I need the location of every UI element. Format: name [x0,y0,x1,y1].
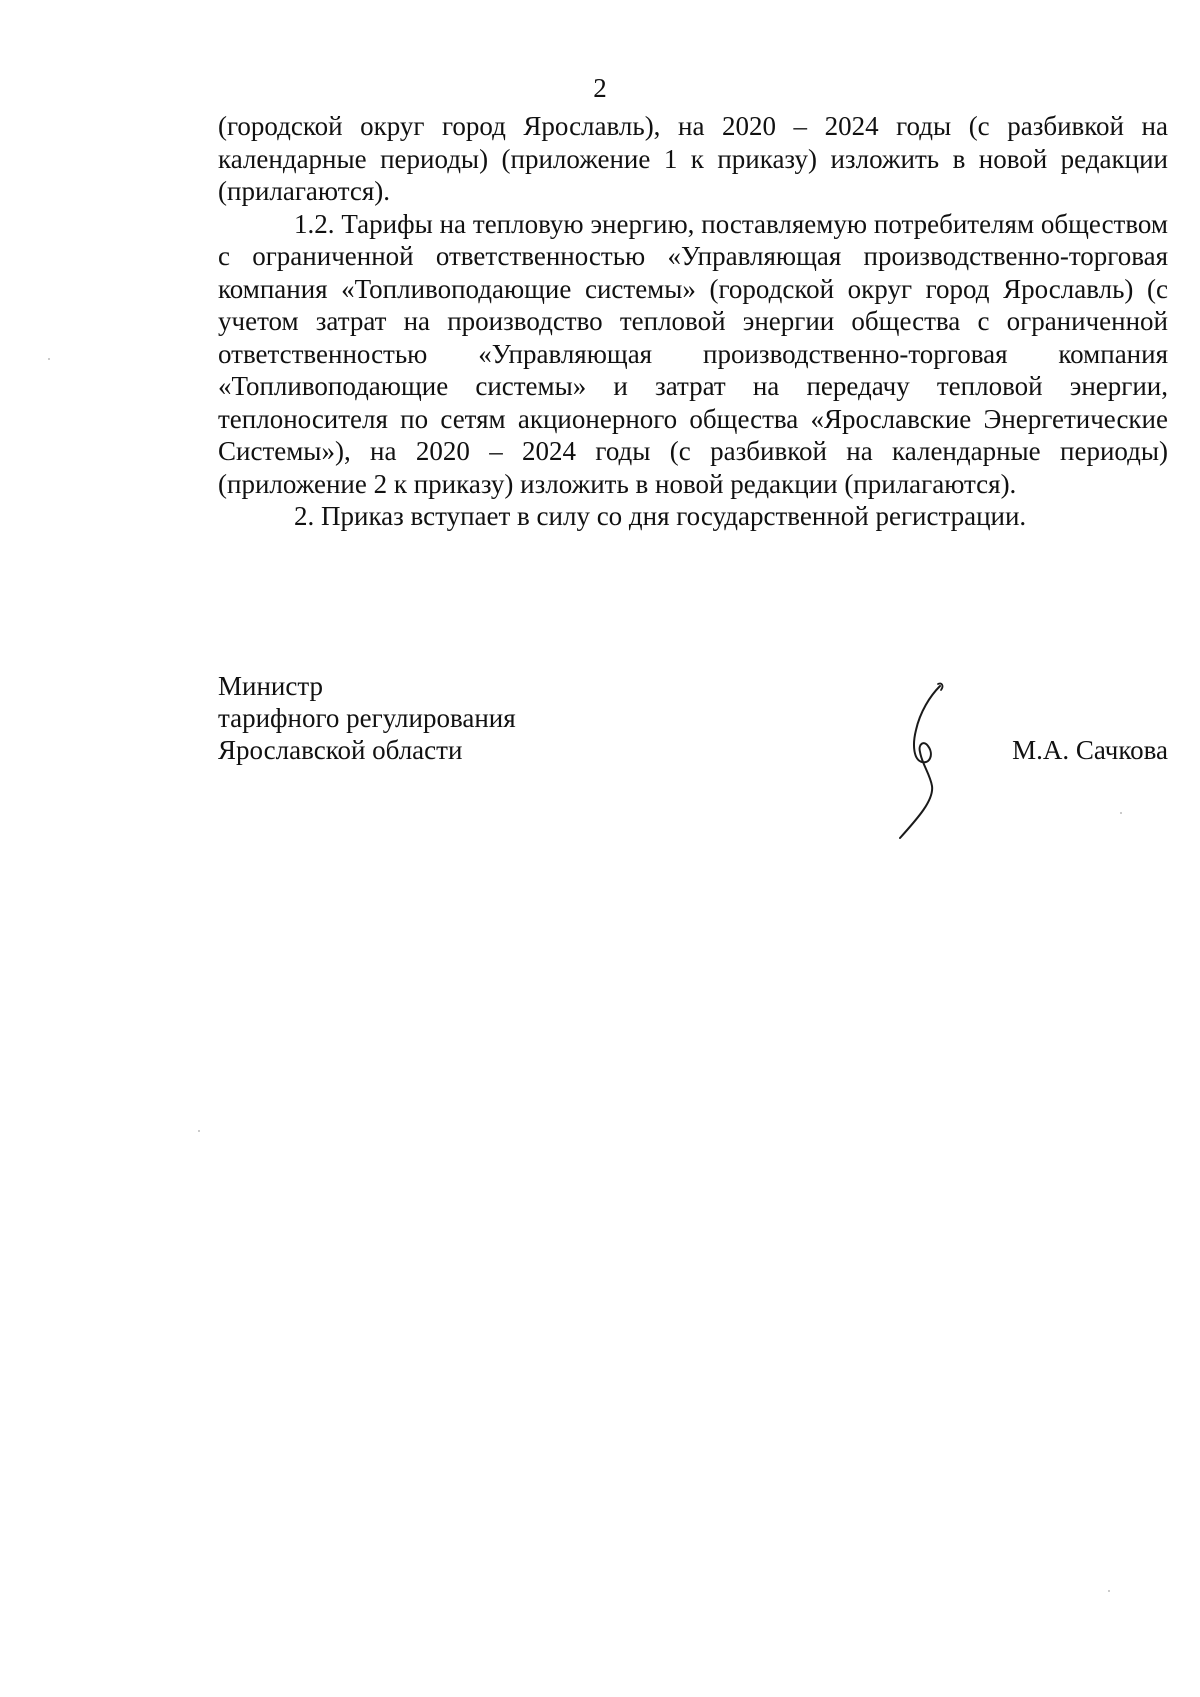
scan-speck [1120,812,1122,814]
scan-speck [48,358,50,360]
position-line-1: Министр [218,671,323,701]
signature-block [218,670,1168,840]
page-number: 2 [593,73,607,103]
position-line-2: тарифного регулирования [218,703,516,733]
scan-speck [1108,1590,1110,1592]
handwritten-signature-icon [878,682,988,842]
document-body [218,110,1168,533]
paragraph-item-1-2: 1.2. Тарифы на тепловую энергию, поставляемую потребителям обществом с ограниченной ответственностью «Управляющая производственно-торговая компания «Топливоподающие системы» (городской округ город Ярославль) (с учетом затрат на производство тепловой энергии общества с ограниченной ответственностью «Управляющая производственно-торговая компания «Топливоподающие системы» и затрат на передачу тепловой энергии, теплоносителя по сетям акционерного общества «Ярославские Энергетические Системы»), на 2020 – 2024 годы (с разбивкой на календарные периоды) (приложение 2 к приказу) изложить в новой редакции (прилагаются). [218,208,1168,499]
paragraph-item-2: 2. Приказ вступает в силу со дня государственной регистрации. [294,501,1027,531]
paragraph-continuation: (городской округ город Ярославль), на 2020 – 2024 годы (с разбивкой на календарные периоды) (приложение 1 к приказу) изложить в новой редакции (прилагаются). [218,111,1168,206]
signatory-position [218,670,516,766]
position-line-3: Ярославской области [218,735,463,765]
scan-speck [198,1130,200,1132]
signature-stroke-main [900,686,940,838]
signer-name: М.А. Сачкова [1012,735,1168,765]
